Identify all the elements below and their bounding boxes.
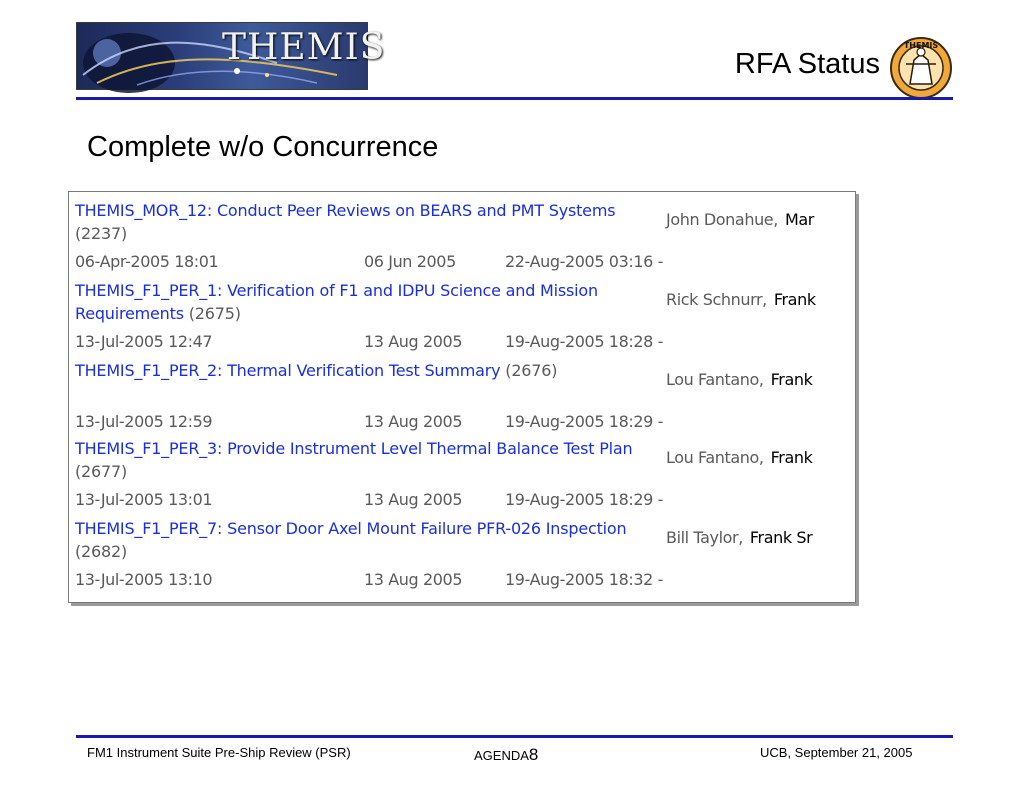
rfa-updated: 19-Aug-2005 18:32 - — [505, 570, 663, 589]
rfa-title-link[interactable] — [75, 199, 650, 245]
rfa-primary: Lou Fantano, — [666, 448, 764, 467]
rfa-created: 13-Jul-2005 12:59 — [75, 412, 213, 431]
rfa-due: 13 Aug 2005 — [364, 570, 463, 589]
rfa-title-link[interactable] — [75, 437, 650, 483]
rfa-assignees — [666, 290, 816, 309]
rfa-id: (2682) — [75, 542, 128, 561]
rfa-updated: 19-Aug-2005 18:29 - — [505, 412, 663, 431]
rfa-id: (2237) — [75, 224, 128, 243]
rfa-secondary: Frank Sr — [749, 528, 813, 547]
page-title: RFA Status — [734, 48, 880, 80]
rfa-updated: 19-Aug-2005 18:29 - — [505, 490, 663, 509]
rfa-title-text[interactable]: THEMIS_MOR_12: Conduct Peer Reviews on BEARS and PMT Systems — [75, 201, 616, 220]
rfa-secondary: Frank — [773, 290, 816, 309]
rfa-title-text[interactable]: THEMIS_F1_PER_3: Provide Instrument Level Thermal Balance Test Plan — [75, 439, 633, 458]
header-divider — [76, 97, 953, 100]
page-number: 8 — [528, 745, 539, 764]
themis-logo — [76, 22, 386, 90]
themis-seal-icon — [888, 36, 954, 100]
footer-agenda — [474, 745, 538, 765]
rfa-due: 13 Aug 2005 — [364, 332, 463, 351]
rfa-due: 13 Aug 2005 — [364, 490, 463, 509]
rfa-created: 13-Jul-2005 13:01 — [75, 490, 213, 509]
rfa-updated: 19-Aug-2005 18:28 - — [505, 332, 663, 351]
rfa-primary: Lou Fantano, — [666, 370, 764, 389]
rfa-title-text[interactable]: THEMIS_F1_PER_7: Sensor Door Axel Mount Failure PFR-026 Inspection — [75, 519, 627, 538]
rfa-secondary: Frank — [770, 370, 813, 389]
rfa-due: 06 Jun 2005 — [364, 252, 456, 271]
rfa-title-link[interactable] — [75, 359, 650, 382]
rfa-due: 13 Aug 2005 — [364, 412, 463, 431]
rfa-title-link[interactable] — [75, 279, 650, 325]
rfa-secondary: Mar — [784, 210, 814, 229]
logo-text: THEMIS — [222, 27, 386, 68]
rfa-created: 06-Apr-2005 18:01 — [75, 252, 219, 271]
footer-right: UCB, September 21, 2005 — [760, 745, 913, 760]
rfa-assignees — [666, 528, 812, 547]
rfa-updated: 22-Aug-2005 03:16 - — [505, 252, 663, 271]
rfa-primary: Bill Taylor, — [666, 528, 743, 547]
rfa-created: 13-Jul-2005 13:10 — [75, 570, 213, 589]
rfa-assignees — [666, 448, 812, 467]
rfa-assignees — [666, 210, 814, 229]
rfa-id: (2675) — [188, 304, 241, 323]
footer-divider — [76, 735, 953, 738]
rfa-title-text[interactable]: THEMIS_F1_PER_1: Verification of F1 and IDPU Science and Mission Requirements — [75, 281, 598, 323]
rfa-created: 13-Jul-2005 12:47 — [75, 332, 213, 351]
rfa-id: (2677) — [75, 462, 128, 481]
rfa-primary: Rick Schnurr, — [666, 290, 767, 309]
rfa-secondary: Frank — [770, 448, 813, 467]
rfa-assignees — [666, 370, 812, 389]
rfa-id: (2676) — [505, 361, 558, 380]
section-subtitle: Complete w/o Concurrence — [87, 131, 439, 163]
rfa-title-link[interactable] — [75, 517, 650, 563]
rfa-list-panel — [68, 191, 856, 603]
rfa-primary: John Donahue, — [666, 210, 778, 229]
footer-left: FM1 Instrument Suite Pre-Ship Review (PSR) — [87, 745, 351, 760]
rfa-title-text[interactable]: THEMIS_F1_PER_2: Thermal Verification Test Summary — [75, 361, 501, 380]
agenda-label: AGENDA — [474, 748, 529, 763]
seal-text: THEMIS — [903, 41, 939, 50]
